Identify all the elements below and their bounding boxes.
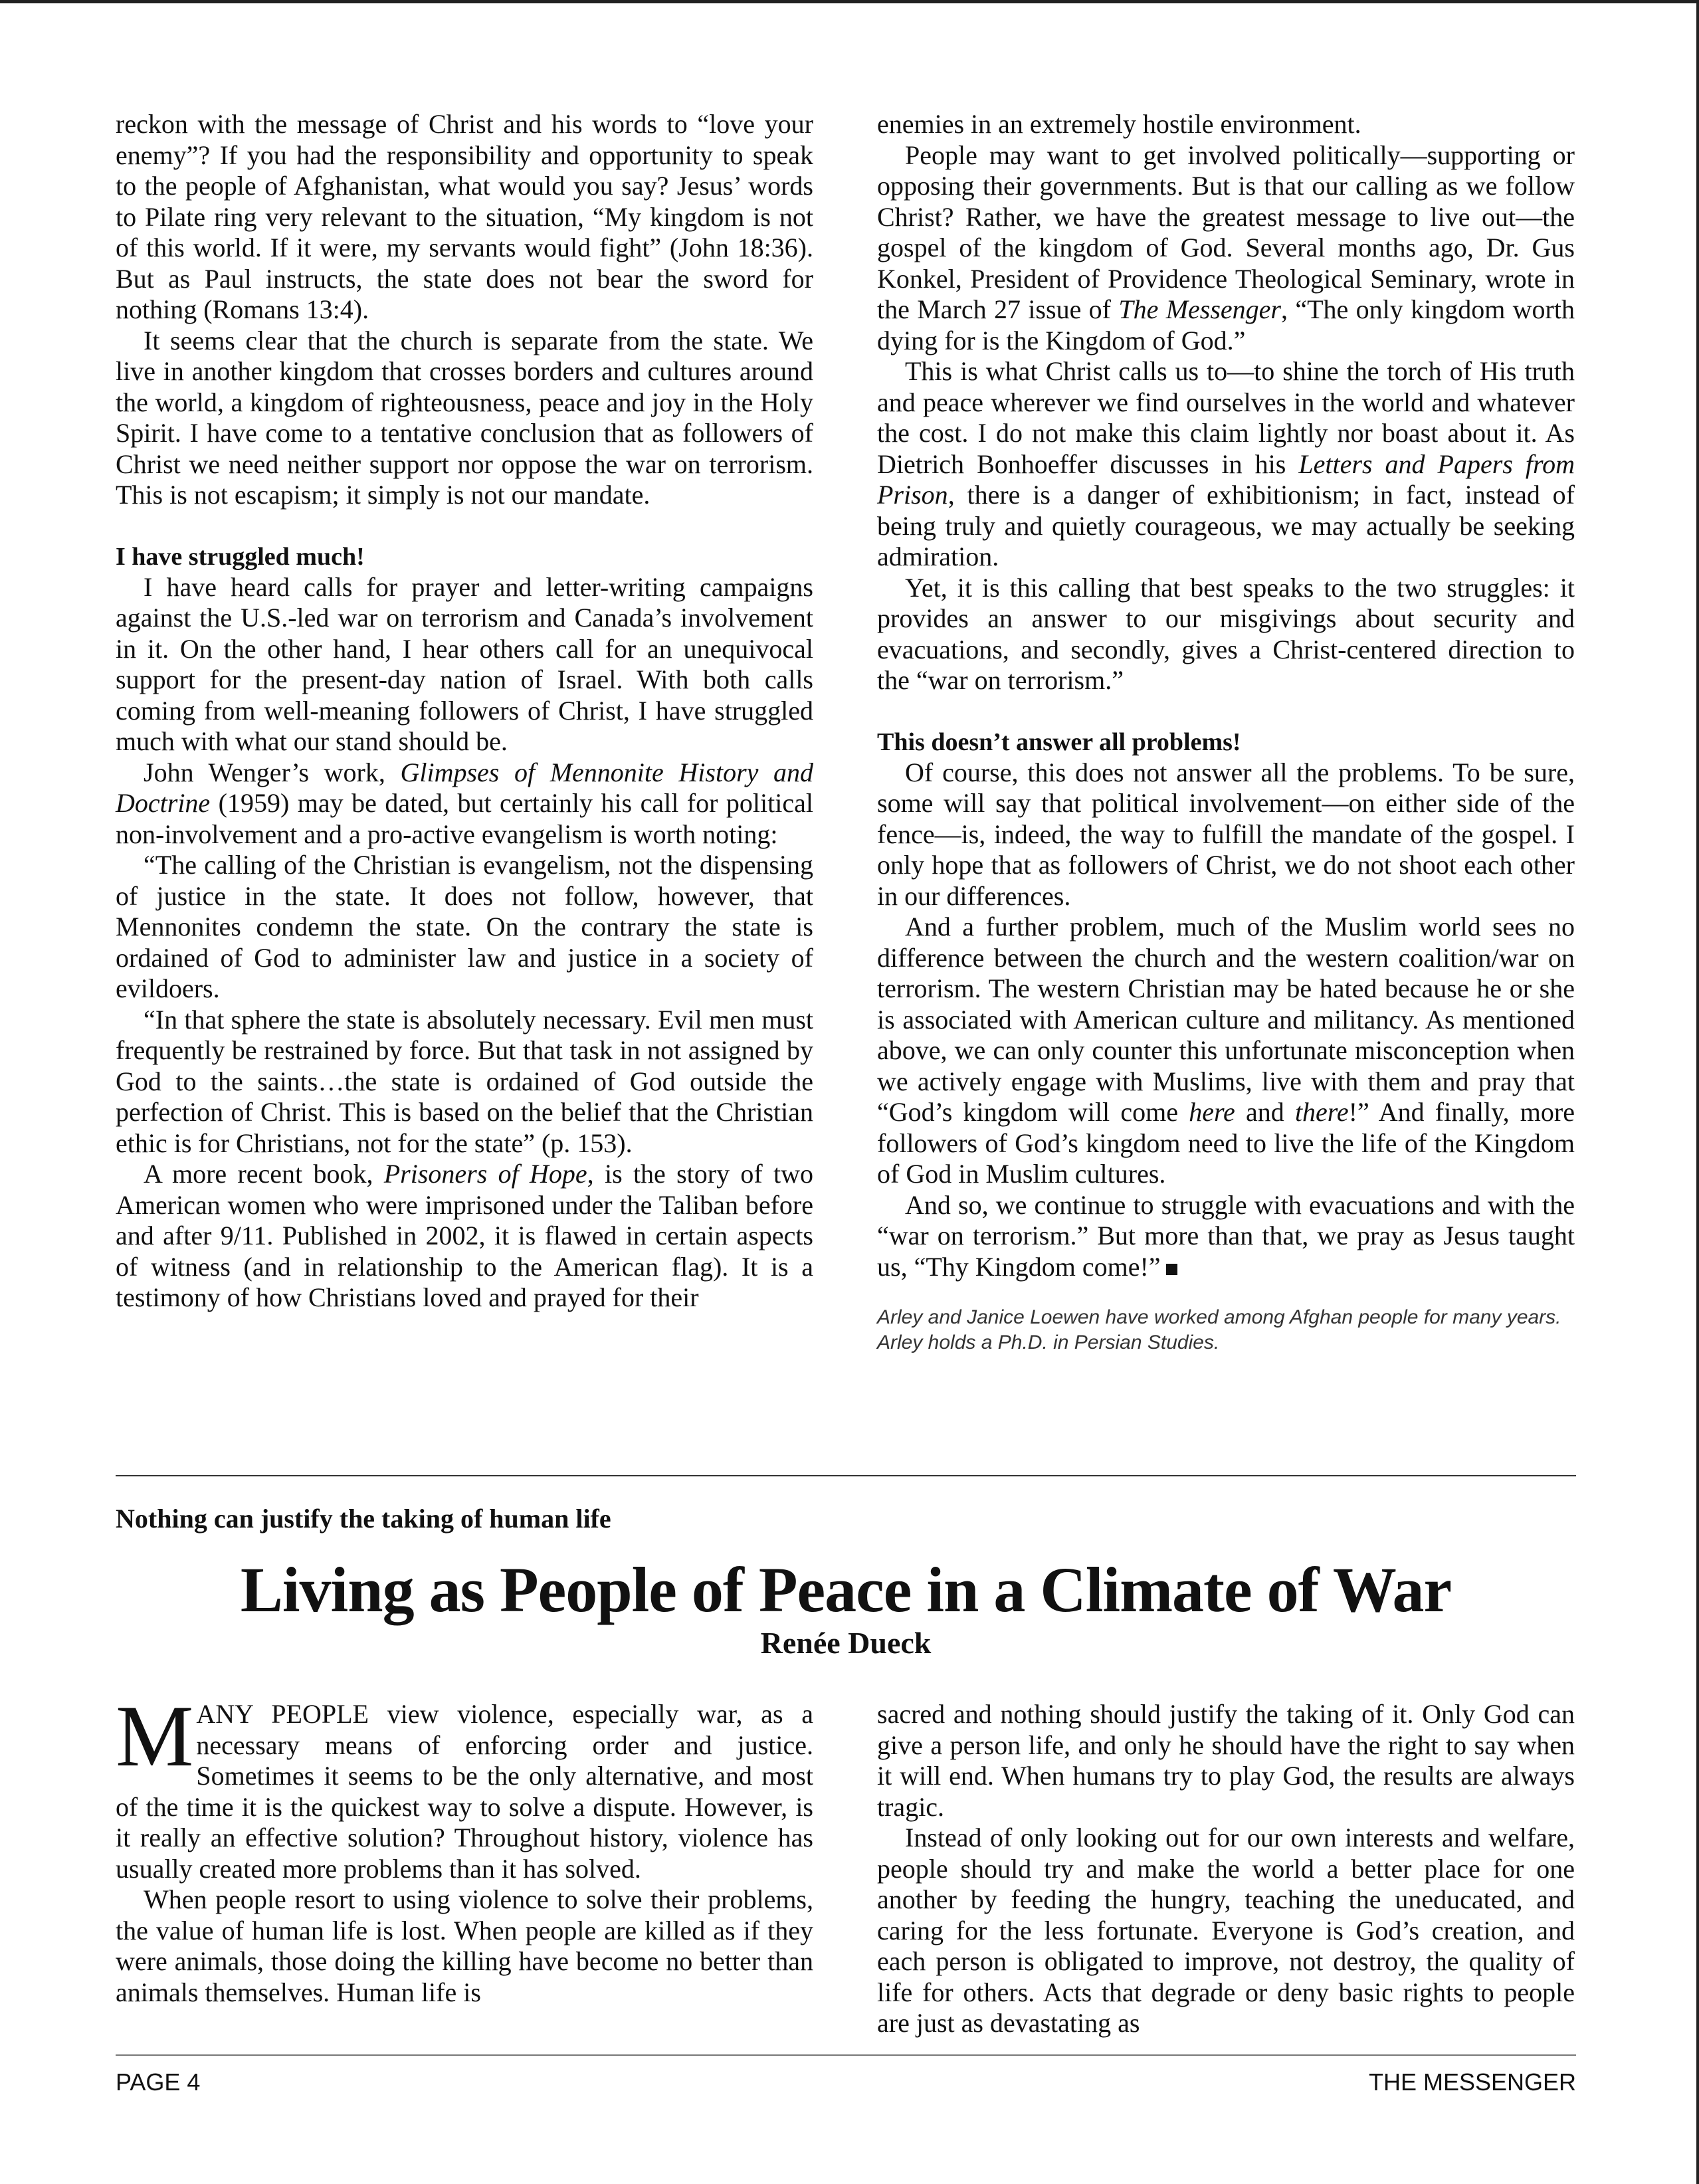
end-of-article-icon	[1166, 1264, 1177, 1275]
text: (1959) may be dated, but certainly his call for political non-involvement and a pro-active evangelism is worth noting:	[116, 788, 813, 849]
book-title: Glimpses of Mennonite History and Doctrine	[116, 757, 814, 818]
paragraph	[877, 140, 1575, 357]
paragraph	[116, 757, 813, 850]
article-title: Living as People of Peace in a Climate of War	[240, 1554, 1452, 1625]
publication-title: The Messenger	[1118, 294, 1281, 324]
text: , “The only kingdom worth dying for is the Kingdom of God.”	[877, 294, 1575, 355]
lower-right-column	[877, 1699, 1575, 2039]
section-divider	[116, 1475, 1576, 1476]
paragraph: reckon with the message of Christ and his words to “love your enemy”? If you had the responsibility and opportunity to speak to the people of Afghanistan, what would you say? Jesus’ words to Pilate ring very relevant to the situation, “My kingdom is not of this world. If it were, my servants would fight” (John 18:36). But as Paul instructs, the state does not bear the sword for nothing (Romans 13:4).	[116, 109, 813, 324]
text: and	[1235, 1097, 1295, 1127]
publication-name: THE MESSENGER	[1368, 2068, 1576, 2096]
paragraph	[116, 1687, 813, 1884]
paragraph: Of course, this does not answer all the problems. To be sure, some will say that political involvement—on either side of the fence—is, indeed, the way to fulfill the mandate of the gospel. I only hope that as followers of Christ, we do not shoot each other in our differences.	[877, 757, 1575, 911]
page-number: PAGE 4	[116, 2068, 201, 2096]
book-title: Letters and Papers from Prison	[877, 448, 1575, 510]
emphasis: there	[1294, 1097, 1349, 1127]
paragraph: It seems clear that the church is separate from the state. We live in another kingdom that crosses borders and cultures around the world, a kingdom of righteousness, peace and joy in the Holy Spirit. I have come to a tentative conclusion that as followers of Christ we need neither support nor oppose the war on terrorism. This is not escapism; it simply is not our mandate.	[116, 325, 813, 510]
text: !” And finally, more followers of God’s kingdom need to live the life of the Kingdom of God in Muslim cultures.	[877, 1097, 1575, 1189]
paragraph	[877, 912, 1575, 1190]
text: And so, we continue to struggle with evacuations and with the “war on terrorism.” But more than that, we pray as Jesus taught us, “Thy Kingdom come!”	[877, 1189, 1575, 1282]
paragraph	[116, 1159, 813, 1314]
page-border-right	[1696, 0, 1699, 2184]
text: People may want to get involved politically—supporting or opposing their governments. But is that our calling as we follow Christ? Rather, we have the greatest message to live out—the gospel of the kingdom of God. Several months ago, Dr. Gus Konkel, President of Providence Theological Seminary, wrote in the March 27 issue of	[877, 140, 1575, 324]
paragraph: Yet, it is this calling that best speaks to the two struggles: it provides an answer to our misgivings about security and evacuations, and secondly, gives a Christ-centered direction to the “war on terrorism.”	[877, 572, 1575, 695]
drop-cap: M	[116, 1687, 194, 1785]
lower-left-column	[116, 1687, 813, 2008]
paragraph: Instead of only looking out for our own interests and welfare, people should try and make the world a better place for one another by feeding the hungry, teaching the uneducated, and caring for the less fortunate. Everyone is God’s creation, and each person is obligated to improve, not destroy, the quality of life for others. Acts that degrade or deny basic rights to people are just as devastating as	[877, 1823, 1575, 2038]
footer-divider	[116, 2054, 1576, 2056]
section-heading: I have struggled much!	[116, 542, 365, 571]
upper-left-column	[116, 109, 813, 1314]
author-bio: Arley and Janice Loewen have worked among Afghan people for many years. Arley holds a Ph.D. in Persian Studies.	[877, 1306, 1561, 1353]
upper-right-column	[877, 109, 1575, 1355]
paragraph	[877, 1190, 1575, 1283]
text: , there is a danger of exhibitionism; in fact, instead of being truly and quietly courageous, we may actually be seeking admiration.	[877, 480, 1575, 571]
book-title: Prisoners of Hope	[383, 1159, 587, 1189]
quote-paragraph: “The calling of the Christian is evangelism, not the dispensing of justice in the state. It does not follow, however, that Mennonites condemn the state. On the contrary the state is ordained of God to administer law and justice in a society of evildoers.	[116, 850, 813, 1003]
page-border-top	[0, 0, 1699, 3]
paragraph	[877, 356, 1575, 573]
text: This is what Christ calls us to—to shine the torch of His truth and peace wherever we find ourselves in the world and whatever the cost. I do not make this claim lightly nor boast about it. As Dietrich Bonhoeffer discusses in his	[877, 356, 1575, 479]
emphasis: here	[1189, 1097, 1235, 1127]
text: ANY PEOPLE view violence, especially war, as a necessary means of enforcing order and justice. Sometimes it seems to be the only alternative, and most of the time it is the quickest way to solve a dispute. However, is it really an effective solution? Throughout history, violence has usually created more problems than it has solved.	[116, 1699, 813, 1884]
quote-paragraph: “In that sphere the state is absolutely necessary. Evil men must frequently be restrained by force. But that task in not assigned by God to the saints…the state is ordained of God outside the perfection of Christ. This is based on the belief that the Christian ethic is for Christians, not for the state” (p. 153).	[116, 1004, 813, 1158]
paragraph: I have heard calls for prayer and letter-writing campaigns against the U.S.-led war on terrorism and Canada’s involvement in it. On the other hand, I hear others call for an unequivocal support for the present-day nation of Israel. With both calls coming from well-meaning followers of Christ, I have struggled much with what our stand should be.	[116, 571, 813, 756]
text: John Wenger’s work,	[144, 757, 401, 787]
paragraph: sacred and nothing should justify the taking of it. Only God can give a person life, and only he should have the right to say when it will end. When humans try to play God, the results are always tragic.	[877, 1699, 1575, 1822]
article-kicker: Nothing can justify the taking of human life	[116, 1504, 611, 1534]
text: , is the story of two American women who were imprisoned under the Taliban before and after 9/11. Published in 2002, it is flawed in certain aspects of witness (and in relationship to the American flag). It is a testimony of how Christians loved and prayed for their	[116, 1159, 814, 1312]
paragraph: When people resort to using violence to solve their problems, the value of human life is lost. When people are killed as if they were animals, those doing the killing have become no better than animals themselves. Human life is	[116, 1884, 813, 2007]
text: A more recent book,	[144, 1159, 384, 1189]
paragraph: enemies in an extremely hostile environment.	[877, 109, 1361, 139]
text: And a further problem, much of the Muslim world sees no difference between the church and the western coalition/war on terrorism. The western Christian may be hated because he or she is associated with American culture and militancy. As mentioned above, we can only counter this unfortunate misconception when we actively engage with Muslims, live with them and pray that “God’s kingdom will come	[877, 912, 1575, 1127]
section-heading: This doesn’t answer all problems!	[877, 728, 1241, 756]
article-byline: Renée Dueck	[760, 1626, 932, 1660]
